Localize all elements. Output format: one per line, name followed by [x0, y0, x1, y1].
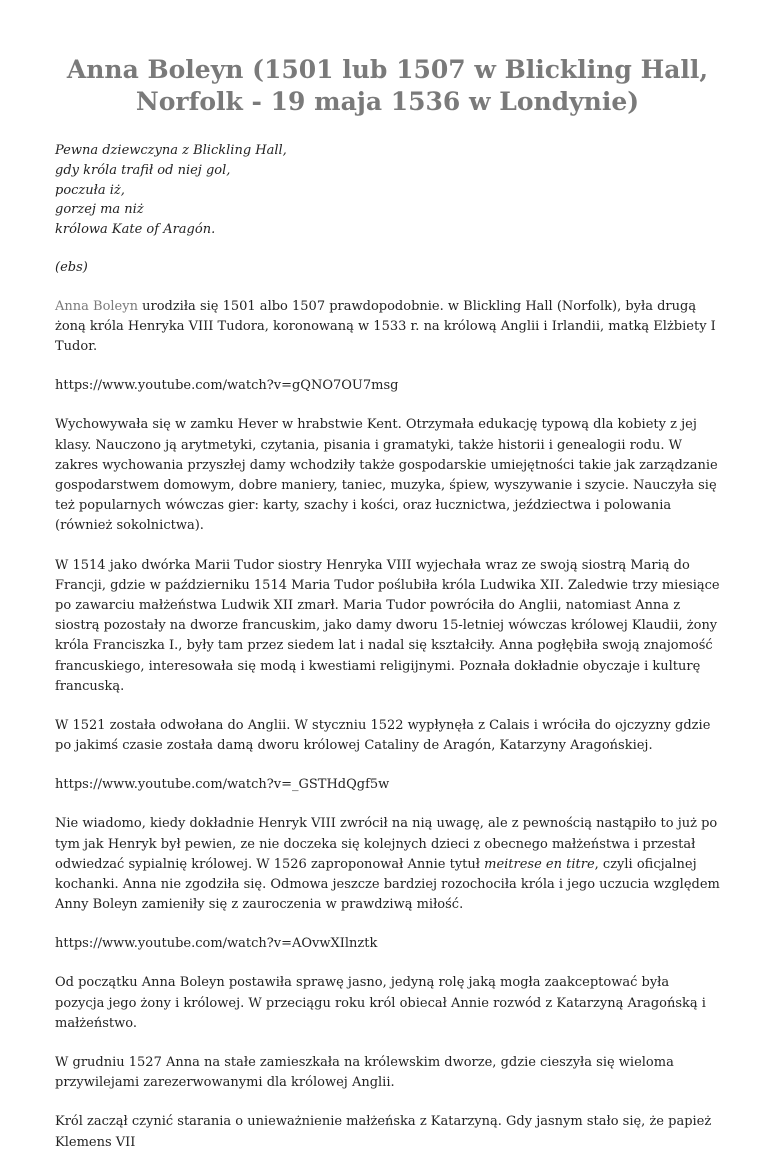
anna-boleyn-link[interactable]: Anna Boleyn [55, 298, 138, 314]
youtube-url-2: https://www.youtube.com/watch?v=_GSTHdQgf5w [55, 777, 390, 793]
paragraph-henry-italic: meitrese en titre [484, 856, 595, 872]
paragraph-annulment: Król zaczął czynić starania o unieważnienie małżeńska z Katarzyną. Gdy jasnym stało się, że papież Klemens VII [55, 1114, 712, 1150]
poem-line: gorzej ma niż [55, 202, 144, 218]
paragraph-position: Od początku Anna Boleyn postawiła sprawę jasno, jedyną rolę jaką mogła zaakceptować była pozycja jego żony i królowej. W przeciągu roku król obiecał Annie rozwód z Katarzyną Aragońską i małżeństwo. [55, 975, 706, 1031]
youtube-url-1: https://www.youtube.com/watch?v=gQNO7OU7msg [55, 378, 399, 394]
paragraph-intro [55, 297, 720, 358]
paragraph-return: W 1521 została odwołana do Anglii. W styczniu 1522 wypłynęła z Calais i wróciła do ojczyzny gdzie po jakimś czasie została damą dworu królowej Cataliny de Aragón, Katarzyny Aragońskiej. [55, 718, 711, 754]
paragraph-court: W grudniu 1527 Anna na stałe zamieszkała na królewskim dworze, gdzie cieszyła się wieloma przywilejami zarezerwowanymi dla królowej Anglii. [55, 1055, 674, 1091]
paragraph-henry [55, 814, 720, 915]
paragraph-france: W 1514 jako dwórka Marii Tudor siostry Henryka VIII wyjechała wraz ze swoją siostrą Marią do Francji, gdzie w październiku 1514 Maria Tudor poślubiła króla Ludwika XII. Zaledwie trzy miesiące po zawarciu małżeństwa Ludwik XII zmarł. Maria Tudor powróciła do Anglii, natomiast Anna z siostrą pozostały na dworze francuskim, jako damy dworu 15-letniej wówczas królowej Klaudii, żony króla Franciszka I., były tam przez siedem lat i nadal się kształciły. Anna pogłębiła swoją znajomość francuskiego, interesowała się modą i kwestiami religijnymi. Poznała dokładnie obyczaje i kulturę francuską. [55, 557, 720, 694]
page-title: Anna Boleyn (1501 lub 1507 w Blickling Hall, Norfolk - 19 maja 1536 w Londynie) [66, 55, 709, 116]
document-page [55, 54, 720, 1172]
paragraph-henry-text-end: , czyli oficjalnej kochanki. Anna nie zgodziła się. Odmowa jeszcze bardziej rozochociła króla i jego uczucia względem Anny Boleyn zamieniły się z zauroczenia w prawdziwą miłość. [55, 856, 720, 913]
poem-signature: (ebs) [55, 259, 88, 275]
youtube-url-3: https://www.youtube.com/watch?v=AOvwXIlnztk [55, 936, 378, 952]
poem-line: poczuła iż, [55, 182, 125, 198]
paragraph-intro-text: urodziła się 1501 albo 1507 prawdopodobnie. w Blickling Hall (Norfolk), była drugą żoną króla Henryka VIII Tudora, koronowaną w 1533 r. na królową Anglii i Irlandii, matką Elżbiety I Tudor. [55, 298, 716, 355]
poem-line: Pewna dziewczyna z Blickling Hall, [55, 143, 287, 158]
poem-line: gdy króla trafił od niej gol, [55, 162, 231, 178]
poem [55, 141, 720, 240]
poem-line: królowa Kate of Aragón. [55, 222, 216, 238]
paragraph-henry-text-start: Nie wiadomo, kiedy dokładnie Henryk VIII zwrócił na nią uwagę, ale z pewnością nastąpiło to już po tym jak Henryk był pewien, ze nie doczeka się kolejnych dzieci z obecnego małżeństwa i przestał odwiedzać sypialnię królowej. W 1526 zaproponował Annie tytuł [55, 816, 718, 872]
paragraph-education: Wychowywała się w zamku Hever w hrabstwie Kent. Otrzymała edukację typową dla kobiety z jej klasy. Nauczono ją arytmetyki, czytania, pisania i gramatyki, także historii i genealogii rodu. W zakres wychowania przyszłej damy wchodziły także gospodarskie umiejętności takie jak zarządzanie gospodarstwem domowym, dobre maniery, taniec, muzyka, śpiew, wyszywanie i szycie. Nauczyła się też popularnych wówczas gier: karty, szachy i kości, oraz łucznictwa, jeździectwa i polowania (również sokolnictwa). [55, 417, 718, 534]
